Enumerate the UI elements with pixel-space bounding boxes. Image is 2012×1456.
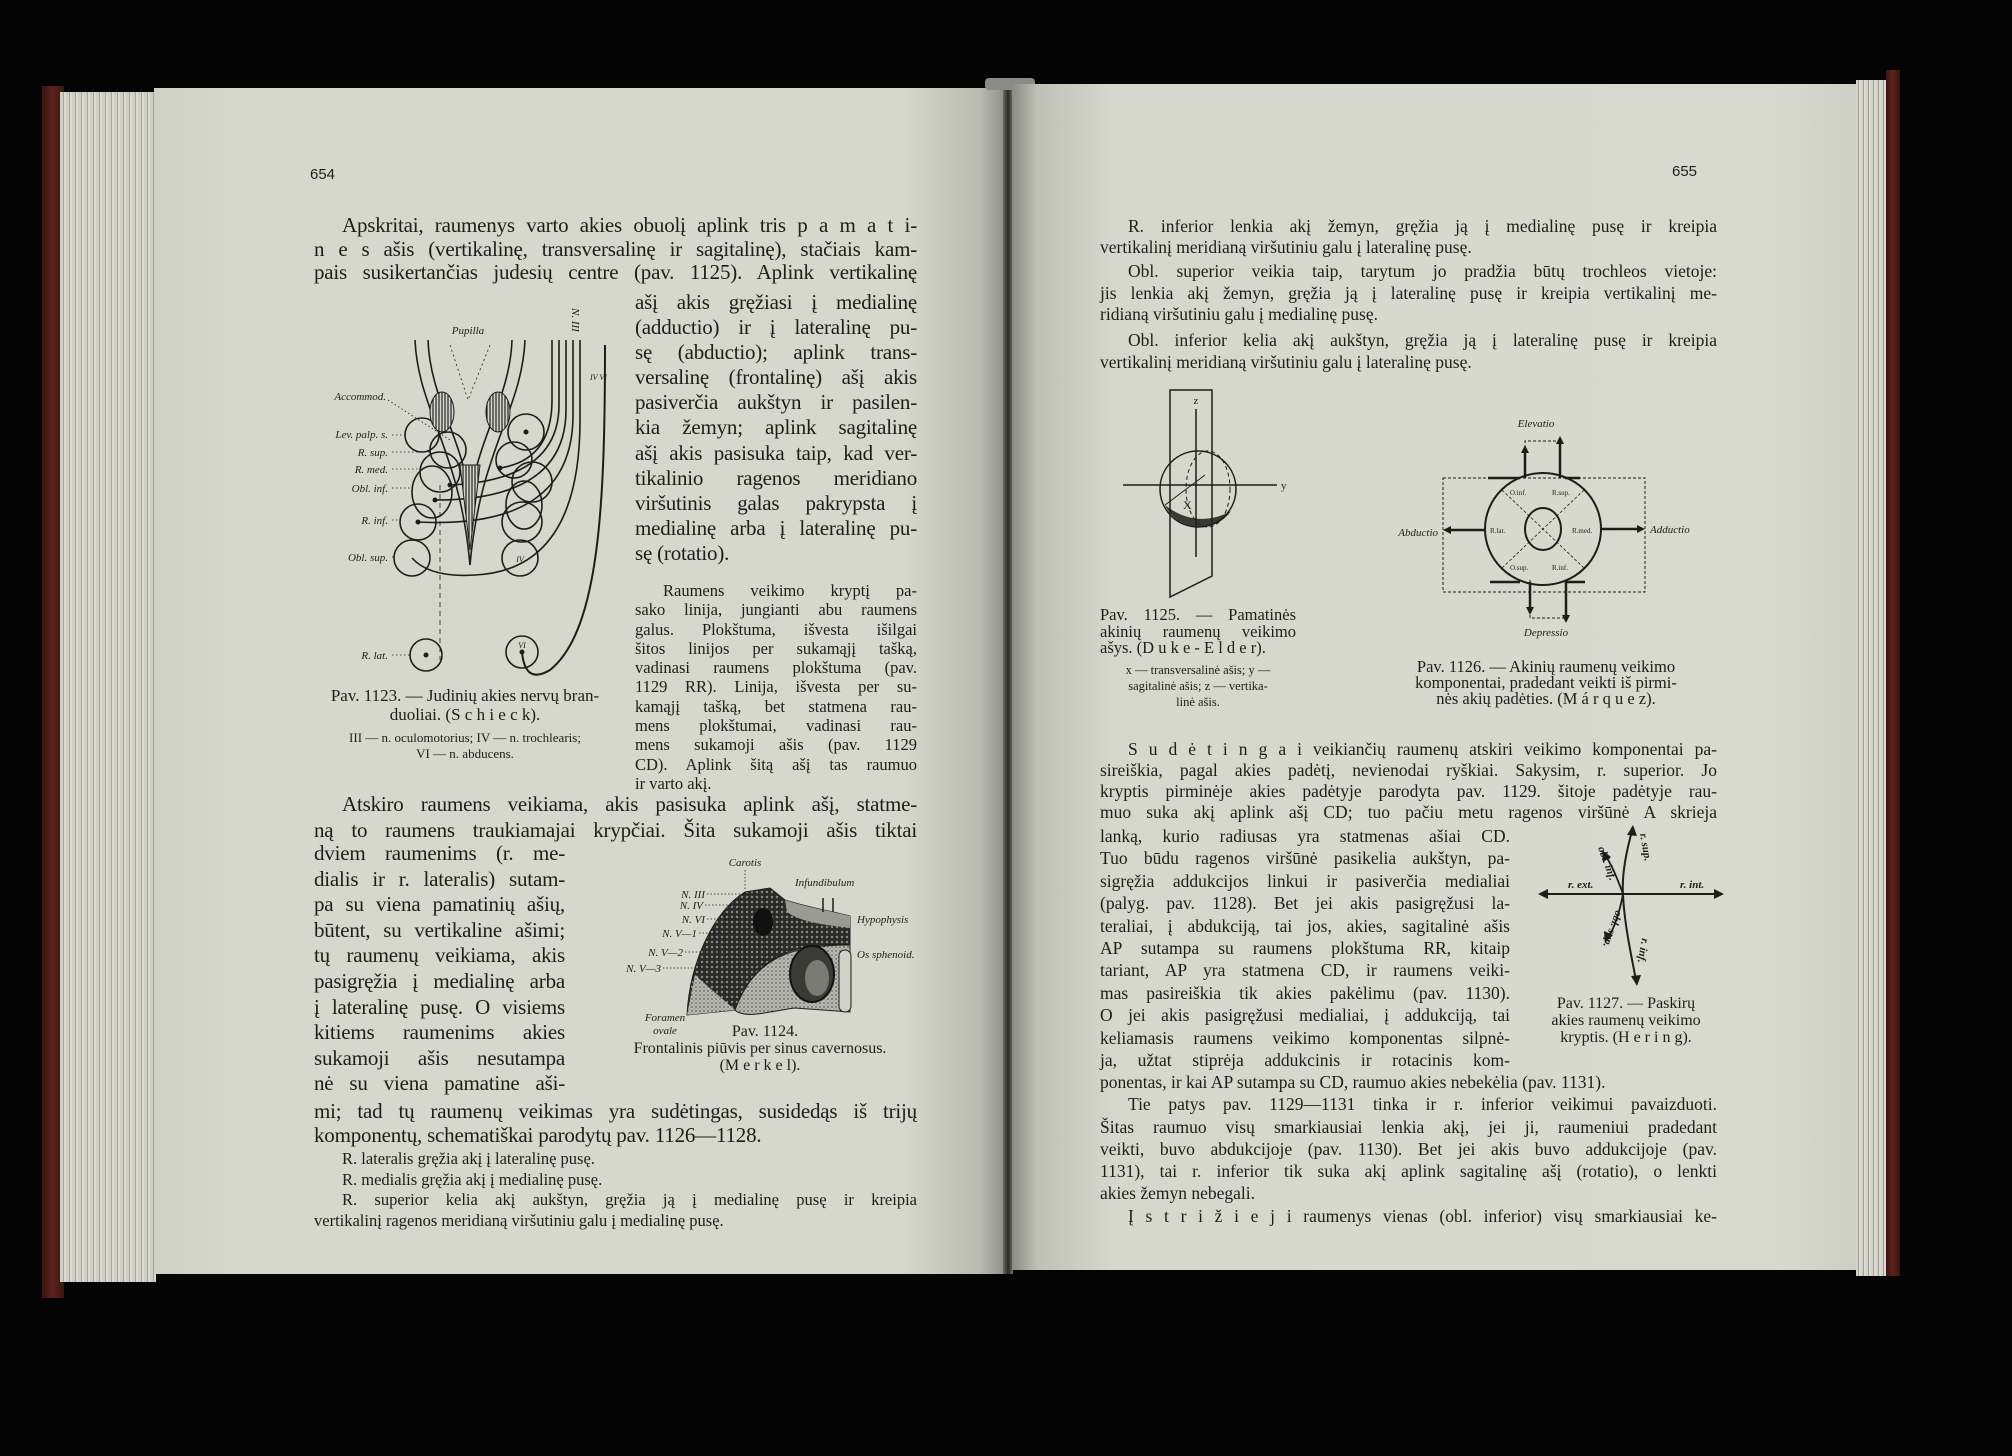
text-line bbox=[1100, 678, 1296, 694]
text-line bbox=[314, 817, 917, 843]
text-line bbox=[635, 290, 917, 315]
text-line bbox=[314, 867, 565, 893]
label-r-inf: r. inf. bbox=[1634, 937, 1651, 964]
right-definition-obl-superior bbox=[1100, 261, 1717, 326]
text-line bbox=[635, 365, 917, 390]
figure-1125-eye-axes bbox=[1095, 385, 1305, 605]
label-r-int: r. int. bbox=[1680, 879, 1705, 891]
text-line bbox=[635, 620, 917, 639]
label-carotis: Carotis bbox=[728, 857, 762, 869]
text-line-content: viršutinis galas pakrypsta į bbox=[635, 490, 917, 515]
figure-1123-caption bbox=[314, 686, 616, 724]
text-line bbox=[1100, 304, 1717, 326]
label-lev-palp: Lev. palp. s. bbox=[335, 429, 388, 441]
right-paragraph-1-column bbox=[1100, 825, 1510, 1071]
text-line bbox=[1530, 1029, 1722, 1046]
text-line bbox=[314, 238, 917, 262]
text-line bbox=[635, 466, 917, 491]
text-line-content: vadinasi raumens plokštuma (pav. bbox=[635, 658, 917, 678]
text-line bbox=[314, 730, 616, 746]
axis-label-x: X bbox=[1183, 498, 1192, 512]
text-line-content: Raumens veikimo kryptį pa- bbox=[663, 581, 917, 600]
text-line-content: pais susikertančias judesių centre (pav. 1125). Aplink vertikalinę bbox=[314, 260, 917, 284]
text-line-content: Tie patys pav. 1129—1131 tinka ir r. inferior veikimui pavaizduoti. bbox=[1128, 1094, 1717, 1115]
text-line bbox=[314, 746, 616, 762]
label-accommod: Accommod. bbox=[334, 391, 386, 403]
text-line-content: 1129 RR). Linija, išvesta per su- bbox=[635, 677, 917, 697]
text-line bbox=[314, 214, 917, 238]
text-line-content: akinių raumenų veikimo bbox=[1100, 621, 1296, 641]
left-paragraph-1 bbox=[314, 214, 917, 285]
text-line bbox=[1100, 870, 1510, 892]
text-line bbox=[635, 516, 917, 541]
text-line bbox=[635, 639, 917, 658]
text-line bbox=[1100, 640, 1296, 657]
left-paragraph-1-beside-figure bbox=[635, 290, 917, 566]
text-line bbox=[1100, 1049, 1510, 1071]
left-paragraph-2-column bbox=[314, 841, 565, 1097]
text-line-content: R. medialis gręžia akį į medialinę pusę. bbox=[342, 1169, 603, 1189]
text-line-content: duoliai. (S c h i e c k). bbox=[389, 705, 541, 724]
right-definition-obl-inferior bbox=[1100, 329, 1717, 373]
figure-1123-nerve-nuclei bbox=[300, 300, 630, 685]
text-line-content: Pav. 1123. — Judinių akies nervų bran- bbox=[330, 686, 600, 705]
right-definition-r-inferior bbox=[1100, 216, 1717, 258]
text-line-content: dviem raumenims (r. me- bbox=[314, 841, 565, 865]
text-line-content: sę (abductio); aplink trans- bbox=[635, 340, 917, 365]
text-line-content: III — n. oculomotorius; IV — n. trochlearis; bbox=[349, 730, 581, 745]
text-line-content: ną to raumens traukiamajai krypčiai. Šita sukamoji ašis tiktai bbox=[314, 818, 917, 842]
text-line-content: akies žemyn nebegali. bbox=[1100, 1183, 1256, 1204]
text-line bbox=[314, 969, 565, 995]
label-abductio: Abductio bbox=[1398, 527, 1438, 539]
figure-1125-caption bbox=[1100, 607, 1296, 657]
text-line-content: (M e r k e l). bbox=[719, 1057, 801, 1074]
label-iv: IV bbox=[516, 555, 524, 564]
text-line-content: linė ašis. bbox=[1176, 695, 1220, 709]
text-line bbox=[1100, 216, 1717, 237]
text-line-content: mens sukamoji ašis (pav. 1129 bbox=[635, 735, 917, 755]
text-line bbox=[635, 581, 917, 600]
text-line bbox=[1100, 1027, 1510, 1049]
label-foramen: Foramen bbox=[644, 1012, 686, 1024]
text-line-content: kryptis pirminėje akies padėtyje parodyta pav. 1129. šitoje padėtyje rau- bbox=[1100, 781, 1717, 801]
text-line bbox=[314, 1149, 917, 1170]
text-line bbox=[314, 791, 917, 817]
text-line-content: Į s t r i ž i e j i raumenys vienas (obl. inferior) visų smarkiausiai ke- bbox=[1128, 1206, 1717, 1226]
text-line bbox=[1100, 982, 1510, 1004]
text-line-content: muo suka akį aplink ašį CD; tuo pačiu metu ragenos viršūnė A skrieja bbox=[1100, 802, 1717, 822]
figure-1127-caption bbox=[1530, 995, 1722, 1046]
text-line-content: sako linija, jungianti abu raumens bbox=[635, 600, 917, 620]
text-line bbox=[1100, 760, 1717, 781]
text-line-content: R. inferior lenkia akį žemyn, gręžia ją į medialinę pusę ir kreipia bbox=[1128, 216, 1717, 236]
label-depressio: Depressio bbox=[1523, 627, 1569, 639]
figure-1124-caption bbox=[603, 1040, 917, 1074]
text-line bbox=[314, 1190, 917, 1211]
text-line-content: R. lateralis gręžia akį į lateralinę pusę. bbox=[342, 1149, 595, 1168]
text-line bbox=[635, 697, 917, 716]
text-line-content: x — transversalinė ašis; y — bbox=[1125, 663, 1271, 677]
axis-label-y: y bbox=[1281, 480, 1287, 492]
text-line bbox=[635, 677, 917, 696]
text-line bbox=[314, 1170, 917, 1191]
text-line-content: akies raumenų veikimo bbox=[1551, 1012, 1701, 1029]
text-line-content: nės akių padėties. (M á r q u e z). bbox=[1436, 689, 1656, 708]
text-line-content: pasiverčia aukštyn ir pasilen- bbox=[635, 390, 917, 415]
text-line-content: 1131), tai r. inferior tik suka akį aplink sagitalinę ašį (rotatio), o lenkti bbox=[1100, 1161, 1717, 1182]
text-line bbox=[1100, 1116, 1717, 1138]
text-line-content: Tuo būdu ragenos viršūnė pasikelia aukštyn, pa- bbox=[1100, 848, 1510, 869]
text-line bbox=[314, 1046, 565, 1072]
text-line bbox=[1100, 1071, 1717, 1093]
label-r-inf: R. inf. bbox=[361, 515, 388, 527]
label-r-inf: R.inf. bbox=[1552, 564, 1568, 572]
text-line bbox=[635, 315, 917, 340]
text-line-content: ašį akis pasisuka taip, kad ver- bbox=[635, 440, 917, 465]
text-line bbox=[314, 841, 565, 867]
text-line-content: pa su viena pamatinių ašių, bbox=[314, 892, 565, 917]
label-hypophysis: Hypophysis bbox=[857, 914, 909, 926]
text-line bbox=[1100, 847, 1510, 869]
text-line-content: sireiškia, pagal akies padėtį, nevienodai ryškiai. Sakysim, r. superior. Jo bbox=[1100, 760, 1717, 780]
left-definitions bbox=[314, 1149, 917, 1231]
text-line-content: ponentas, ir kai AP sutampa su CD, raumuo akies nebekėlia (pav. 1131). bbox=[1100, 1072, 1606, 1092]
label-iv-vi: IV VI bbox=[590, 373, 607, 382]
text-line-content: Pav. 1125. — Pamatinės bbox=[1100, 605, 1296, 624]
text-line bbox=[314, 918, 565, 944]
text-line-content: ašį akis gręžiasi į medialinę bbox=[635, 290, 917, 314]
text-line bbox=[314, 1071, 565, 1097]
right-paragraph-3 bbox=[1100, 1206, 1717, 1228]
text-line-content: dialis ir r. lateralis) sutam- bbox=[314, 866, 565, 891]
text-line bbox=[635, 415, 917, 440]
label-vi: VI bbox=[518, 641, 526, 650]
text-line-content: Frontalinis piūvis per sinus cavernosus. bbox=[633, 1040, 887, 1057]
text-line bbox=[1530, 995, 1722, 1012]
text-line-content: Pav. 1127. — Paskirų bbox=[1556, 995, 1696, 1012]
text-line bbox=[314, 1099, 917, 1123]
text-line bbox=[635, 340, 917, 365]
text-line bbox=[314, 943, 565, 969]
text-line-content: tariant, AP yra statmena CD, ir raumens veiki- bbox=[1100, 960, 1510, 981]
label-r-sup: R.sup. bbox=[1552, 489, 1570, 497]
text-line-content: tikalinio ragenos meridiano bbox=[635, 465, 917, 490]
text-line bbox=[314, 1123, 917, 1147]
text-line bbox=[635, 600, 917, 619]
text-line-content: nė su viena pamatine aši- bbox=[314, 1071, 565, 1096]
page-number-right: 655 bbox=[1672, 163, 1698, 180]
text-line bbox=[635, 755, 917, 774]
text-line bbox=[603, 1040, 917, 1057]
label-r-sup: R. sup. bbox=[357, 447, 388, 459]
text-line-content: Atskiro raumens veikiama, akis pasisuka aplink ašį, statme- bbox=[342, 792, 917, 816]
text-line-content: pasigręžia į medialinę arba bbox=[314, 968, 565, 993]
left-paragraph-2-end bbox=[314, 1099, 917, 1147]
label-ovale: ovale bbox=[653, 1025, 677, 1037]
label-obl-inf: obl. inf. bbox=[1595, 844, 1619, 883]
text-line bbox=[603, 1057, 917, 1074]
text-line-content: kryptis. (H e r i n g). bbox=[1560, 1029, 1692, 1046]
label-n-iii: N. III bbox=[569, 308, 581, 332]
text-line-content: VI — n. abducens. bbox=[416, 746, 514, 761]
text-line bbox=[1100, 694, 1296, 710]
text-line-content: jis lenkia akį žemyn, gręžia ją į lateralinę pusę ir kreipia vertikalinį me- bbox=[1100, 282, 1717, 303]
label-obl-sup: obl. sup. bbox=[1600, 908, 1625, 949]
label-obl-sup: Obl. sup. bbox=[347, 552, 388, 564]
text-line-content: R. superior kelia akį aukštyn, gręžia ją į medialinę pusę ir kreipia bbox=[342, 1190, 917, 1209]
label-n-v2: N. V—2 bbox=[648, 947, 683, 959]
text-line-content: vertikalinį ragenos meridianą viršutiniu galu į medialinę pusę. bbox=[314, 1210, 724, 1230]
label-r-sup: r. sup. bbox=[1637, 832, 1654, 862]
label-n-iii: N. III bbox=[681, 889, 705, 901]
text-line bbox=[635, 541, 917, 566]
text-line-content: S u d ė t i n g a i veikiančių raumenų atskiri veikimo komponentai pa- bbox=[1128, 739, 1717, 759]
label-infundibulum: Infundibulum bbox=[795, 877, 855, 889]
text-line-content: lanką, kurio radiusas yra statmenas ašiai CD. bbox=[1100, 826, 1510, 846]
book-cover-right bbox=[1886, 70, 1900, 1276]
text-line bbox=[314, 1211, 917, 1232]
text-line bbox=[314, 892, 565, 918]
text-line bbox=[1100, 959, 1510, 981]
text-line bbox=[314, 995, 565, 1021]
text-line-content: ašys. (D u k e - E l d e r). bbox=[1100, 638, 1266, 657]
text-line-content: veikti, buvo abdukcijoje (pav. 1130). Bet jei akis buvo addukcijoje (pav. bbox=[1100, 1138, 1717, 1159]
page-stack-right bbox=[1856, 80, 1888, 1276]
text-line bbox=[314, 261, 917, 285]
label-obl-inf: Obl. inf. bbox=[351, 483, 388, 495]
text-line bbox=[314, 1020, 565, 1046]
text-line-content: keliamasis raumens veikimo komponentas silpnė- bbox=[1100, 1027, 1510, 1048]
text-line bbox=[1100, 1138, 1717, 1160]
figure-1123-legend bbox=[314, 730, 616, 762]
text-line-content: kia žemyn; aplink sagitalinę bbox=[635, 415, 917, 440]
figure-1124-number: Pav. 1124. bbox=[731, 1023, 799, 1040]
label-r-ext: r. ext. bbox=[1568, 879, 1594, 891]
text-line bbox=[1100, 1093, 1717, 1115]
text-line-content: CD). Aplink šitą ašį tas raumuo bbox=[635, 754, 917, 774]
text-line bbox=[1100, 329, 1717, 351]
figure-1126-muscle-components bbox=[1370, 410, 1720, 650]
label-r-med: R. med. bbox=[354, 464, 388, 476]
label-pupilla: Pupilla bbox=[451, 325, 485, 337]
text-line bbox=[635, 658, 917, 677]
left-note-paragraph bbox=[635, 581, 917, 793]
text-line bbox=[1100, 351, 1717, 373]
text-line-content: medialinę arba į lateralinę pu- bbox=[635, 515, 917, 540]
text-line bbox=[1100, 781, 1717, 802]
label-o-sup: O.sup. bbox=[1510, 564, 1529, 572]
page-stack-left bbox=[60, 92, 156, 1282]
label-adductio: Adductio bbox=[1650, 524, 1690, 536]
text-line-content: sukamoji ašis nesutampa bbox=[314, 1045, 565, 1070]
text-line-content: tų raumenų veikiama, akis bbox=[314, 943, 565, 968]
label-n-vi: N. VI bbox=[681, 914, 705, 926]
text-line bbox=[635, 390, 917, 415]
text-line bbox=[635, 491, 917, 516]
right-paragraph-1-end bbox=[1100, 1071, 1717, 1205]
text-line bbox=[1100, 915, 1510, 937]
figure-1125-legend bbox=[1100, 662, 1296, 710]
text-line-content: ir varto akį. bbox=[635, 773, 712, 793]
text-line-content: kamąjį tašką, bet statmena rau- bbox=[635, 696, 917, 716]
text-line bbox=[1100, 261, 1717, 283]
text-line bbox=[1100, 892, 1510, 914]
label-r-med: R.med. bbox=[1572, 527, 1593, 535]
text-line bbox=[1100, 237, 1717, 258]
text-line-content: mas pasireiškia tik akies pakėlimu (pav. 1130). bbox=[1100, 982, 1510, 1003]
text-line-content: būtent, su vertikaline ašimi; bbox=[314, 917, 565, 942]
text-line-content: mi; tad tų raumenų veikimas yra sudėtingas, susidedąs iš trijų bbox=[314, 1099, 917, 1123]
text-line bbox=[1530, 1012, 1722, 1029]
right-paragraph-1 bbox=[1100, 739, 1717, 823]
text-line bbox=[1100, 1206, 1717, 1228]
text-line bbox=[1100, 825, 1510, 847]
label-n-v1: N. V—1 bbox=[662, 928, 697, 940]
left-paragraph-2 bbox=[314, 791, 917, 843]
text-line-content: Pav. 1126. — Akinių raumenų veikimo bbox=[1416, 657, 1676, 676]
text-line bbox=[1100, 1004, 1510, 1026]
text-line-content: sę (rotatio). bbox=[635, 540, 730, 565]
text-line-content: Šitas raumuo visų smarkiausiai lenkia akį, jei ji, raumeniui pradedant bbox=[1100, 1116, 1717, 1137]
label-elevatio: Elevatio bbox=[1517, 418, 1555, 430]
text-line-content: kitiems raumenims akies bbox=[314, 1020, 565, 1045]
text-line bbox=[314, 686, 616, 705]
text-line-content: vertikalinį meridianą viršutiniu galu į lateralinę pusę. bbox=[1100, 352, 1472, 372]
label-n-iv: N. IV bbox=[679, 900, 703, 912]
text-line-content: (adductio) ir į lateralinę pu- bbox=[635, 315, 917, 340]
text-line bbox=[1100, 283, 1717, 305]
figure-1126-caption bbox=[1379, 659, 1713, 707]
text-line-content: AP sutampa su raumens plokštuma RR, kitaip bbox=[1100, 938, 1510, 959]
text-line bbox=[1100, 1160, 1717, 1182]
text-line bbox=[314, 705, 616, 724]
text-line-content: n e s ašis (vertikalinę, transversalinę ir sagitalinę), stačiais kam- bbox=[314, 236, 917, 261]
text-line-content: šitos linijos per sukamąjį tašką, bbox=[635, 638, 917, 658]
text-line bbox=[1100, 937, 1510, 959]
page-number-left: 654 bbox=[310, 166, 336, 183]
text-line-content: į lateralinę pusę. O visiems bbox=[314, 994, 565, 1019]
label-r-lat: R. lat. bbox=[361, 650, 388, 662]
text-line-content: (palyg. pav. 1128). Bet jei akis pasigręžusi la- bbox=[1100, 893, 1510, 914]
axis-label-z: z bbox=[1193, 395, 1199, 407]
text-line-content: versalinę (frontalinę) ašį akis bbox=[635, 365, 917, 390]
text-line-content: galus. Plokštuma, išvesta išilgai bbox=[635, 619, 917, 639]
text-line bbox=[635, 441, 917, 466]
label-os-sphenoid: Os sphenoid. bbox=[857, 949, 915, 961]
text-line-content: Apskritai, raumenys varto akies obuolį aplink tris p a m a t i- bbox=[342, 213, 917, 237]
label-o-inf: O.inf. bbox=[1510, 489, 1527, 497]
text-line bbox=[635, 735, 917, 754]
label-n-v3: N. V—3 bbox=[626, 963, 661, 975]
text-line-content: sigręžia addukcijos linkui ir pasiverčia medialiai bbox=[1100, 870, 1510, 891]
text-line-content: ja, užtat stiprėja addukcinis ir rotacinis kom- bbox=[1100, 1050, 1510, 1071]
label-r-lat: R.lat. bbox=[1490, 527, 1506, 535]
text-line-content: komponentai, pradedant veikti iš pirmi- bbox=[1415, 673, 1677, 692]
text-line-content: komponentų, schematiškai parodytų pav. 1126—1128. bbox=[314, 1123, 762, 1147]
text-line-content: vertikalinį meridianą viršutiniu galu į lateralinę pusę. bbox=[1100, 237, 1472, 257]
text-line bbox=[1379, 691, 1713, 707]
text-line-content: O jei akis pasigręžusi medialiai, į addukciją, tai bbox=[1100, 1005, 1510, 1026]
text-line-content: Obl. inferior kelia akį aukštyn, gręžia ją į lateralinę pusę ir kreipia bbox=[1128, 330, 1717, 350]
text-line bbox=[1100, 1182, 1717, 1204]
text-line-content: sagitalinė ašis; z — vertika- bbox=[1128, 679, 1268, 693]
figure-1124-sinus-cavernosus bbox=[595, 850, 925, 1045]
text-line bbox=[1100, 739, 1717, 760]
text-line-content: ridianą viršutiniu galu į medialinę pusę. bbox=[1100, 304, 1378, 324]
text-line bbox=[635, 716, 917, 735]
text-line bbox=[1100, 662, 1296, 678]
text-line-content: teraliai, į abdukciją, tai jos, akies, sagitalinė ašis bbox=[1100, 915, 1510, 936]
text-line-content: Obl. superior veikia taip, tarytum jo pradžia būtų trochleos vietoje: bbox=[1128, 261, 1717, 281]
figure-1127-muscle-directions bbox=[1530, 820, 1730, 990]
text-line-content: mens plokštumai, vadinasi rau- bbox=[635, 716, 917, 736]
